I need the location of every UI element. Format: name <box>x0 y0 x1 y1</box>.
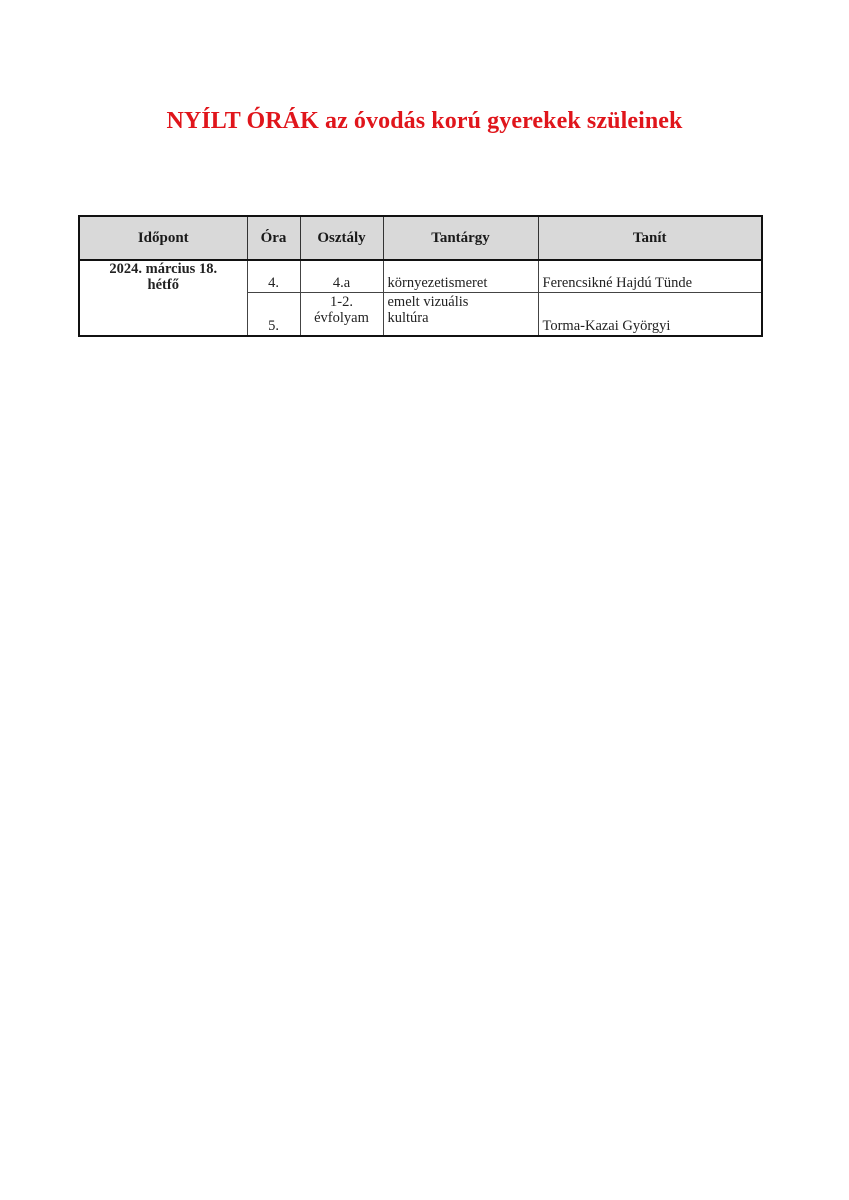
table-row <box>79 260 762 293</box>
subject-cell <box>383 260 538 293</box>
column-header-date: Időpont <box>79 216 247 260</box>
date-cell <box>79 260 247 336</box>
weekday-line: hétfő <box>147 277 179 293</box>
date-line: 2024. március 18. <box>109 261 218 277</box>
teacher-cell: Ferencsikné Hajdú Tünde <box>538 260 762 293</box>
class-cell <box>300 293 383 337</box>
page-title: NYÍLT ÓRÁK az óvodás korú gyerekek szüleinek <box>166 108 683 134</box>
teacher-cell: Torma-Kazai Györgyi <box>538 293 762 337</box>
subject-line: emelt vizuális <box>387 294 469 310</box>
table-header-row <box>79 216 762 260</box>
subject-line: kultúra <box>387 310 429 326</box>
schedule-table <box>78 215 763 337</box>
class-cell <box>300 260 383 293</box>
hour-cell: 5. <box>247 293 300 337</box>
column-header-class: Osztály <box>300 216 383 260</box>
column-header-hour: Óra <box>247 216 300 260</box>
subject-line: környezetismeret <box>387 275 488 291</box>
column-header-subject: Tantárgy <box>383 216 538 260</box>
class-line: évfolyam <box>314 310 369 326</box>
subject-cell <box>383 293 538 337</box>
class-line: 4.a <box>332 275 351 291</box>
column-header-teacher: Tanít <box>538 216 762 260</box>
class-line: 1-2. <box>330 294 353 310</box>
hour-cell: 4. <box>247 260 300 293</box>
